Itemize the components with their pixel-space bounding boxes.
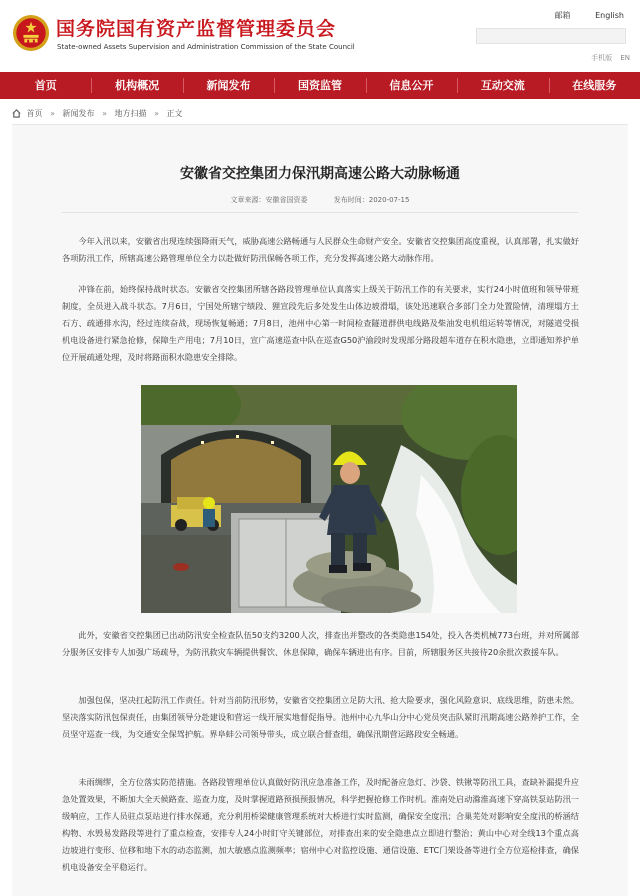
article-photo [141,385,517,613]
article-title: 安徽省交控集团力保汛期高速公路大动脉畅通 [180,166,460,182]
article-paragraph: 此外，安徽省交控集团已出动防汛安全检查队伍50支约3200人次，排查出并整改的各类隐患154处，投入各类机械773台班，并对所属部分服务区安排专人加强广场疏导，为防汛救灾车辆提供餐饮、休息保障，确保车辆进出有序。目前，所辖服务区共接待20余批次救援车队。 [62,630,579,657]
national-emblem-icon[interactable] [12,14,50,52]
nav-item-supervision[interactable]: 国资监管 [274,72,365,99]
site-header [0,0,640,70]
nav-item-news[interactable]: 新闻发布 [183,72,274,99]
breadcrumb-separator: » [154,109,159,118]
mobile-version-link[interactable]: 手机版 [591,54,613,62]
nav-item-disclosure[interactable]: 信息公开 [366,72,457,99]
article-date: 发布时间：2020-07-15 [333,196,410,204]
article-meta [12,195,628,205]
breadcrumb [12,108,183,119]
site-title[interactable]: 国务院国有资产监督管理委员会 [56,18,337,40]
site-subtitle-en: State-owned Assets Supervision and Administration Commission of the State Council [57,43,355,51]
main-nav [0,72,640,99]
breadcrumb-separator: » [102,109,107,118]
nav-item-online-service[interactable]: 在线服务 [549,72,640,99]
en-link[interactable]: EN [620,54,630,62]
article-source: 文章来源：安徽省国资委 [230,196,308,204]
nav-item-interaction[interactable]: 互动交流 [457,72,548,99]
top-links [533,10,624,21]
article-panel [12,125,628,896]
breadcrumb-separator: » [50,109,55,118]
lang-links [585,53,630,63]
article-paragraph: 今年入汛以来，安徽省出现连续强降雨天气，威胁高速公路畅通与人民群众生命财产安全。安徽省交控集团高度重视，认真部署，扎实做好各项防汛工作，所辖高速公路管理单位全力以赴做好防汛保畅各项工作，充分发挥高速公路大动脉作用。 [62,236,579,263]
home-icon [12,109,21,118]
meta-divider [62,212,578,213]
breadcrumb-current: 正文 [166,109,183,118]
search-input[interactable] [476,28,626,44]
breadcrumb-home[interactable]: 首页 [26,109,43,118]
breadcrumb-news[interactable]: 新闻发布 [62,109,95,118]
nav-item-organization[interactable]: 机构概况 [91,72,182,99]
english-link[interactable]: English [595,11,624,20]
breadcrumb-local[interactable]: 地方扫描 [114,109,147,118]
mailbox-link[interactable]: 邮箱 [554,11,571,20]
nav-item-home[interactable]: 首页 [34,79,57,92]
article-paragraph: 未雨绸缪，全方位落实防范措施。各路段管理单位认真做好防汛应急准备工作，及时配备应急灯、沙袋、铁锹等防汛工具，查缺补漏提升应急处置效果，不断加大全天候路查、巡查力度，及时掌握道路预损预报情况，科学把握抢修工作时机。淮南处启动滁淮高速下穿高铁泵站防汛一级响应，工作人员驻点泵站进行排水保通，充分利用桥梁健康管理系统对大桥进行实时监测，确保安全度汛；合巢芜处对影响安全度汛的桥涵结构物、水毁易发路段等进行了重点检查，安排专人24小时盯守关键部位，对排查出来的安全隐患点立即进行整治；黄山中心对全线13个重点高边坡进行变形、位移和地下水的动态监测，加大敏感点监测频率；宿州中心对监控设施、通信设施、ETC门架设备等进行全方位巡检排查，确保机电设备安全平稳运行。 [62,777,579,872]
article-paragraph: 冲锋在前，始终保持战时状态。安徽省交控集团所辖各路段管理单位认真落实上级关于防汛工作的有关要求，实行24小时值班和领导带班制度，全员进入战斗状态。7月6日，宁国处所辖宁绩段、狸宣段先后多处发生山体边坡滑塌，该处迅速联合多部门全力处置险情，清理塌方土石方、疏通排水沟，经过连续奋战，现场恢复畅通；7月8日，池州中心第一时间检查隧道群供电线路及柴油发电机组运转等情况，对隧道受损机电设备进行紧急抢修，保障生产用电；7月10日，宣广高速巡查中队在巡查G50沪渝段时发现部分路段超车道存在积水隐患，立即通知养护单位开展疏通处理，及时将路面积水隐患安全排除。 [62,284,579,362]
flood-worker-photo [141,385,517,613]
article-paragraph: 加强包保，坚决扛起防汛工作责任。针对当前防汛形势，安徽省交控集团立足防大汛、抢大险要求，强化风险意识、底线思维，防患未然。坚决落实防汛包保责任，由集团领导分赴建设和营运一线开展实地督促指导。池州中心九华山分中心党员突击队紧盯汛期高速公路养护工作，全员坚守巡查一线，为交通安全保驾护航。界阜蚌公司领导带头，成立联合督查组，确保汛期营运路段安全畅通。 [62,695,579,739]
